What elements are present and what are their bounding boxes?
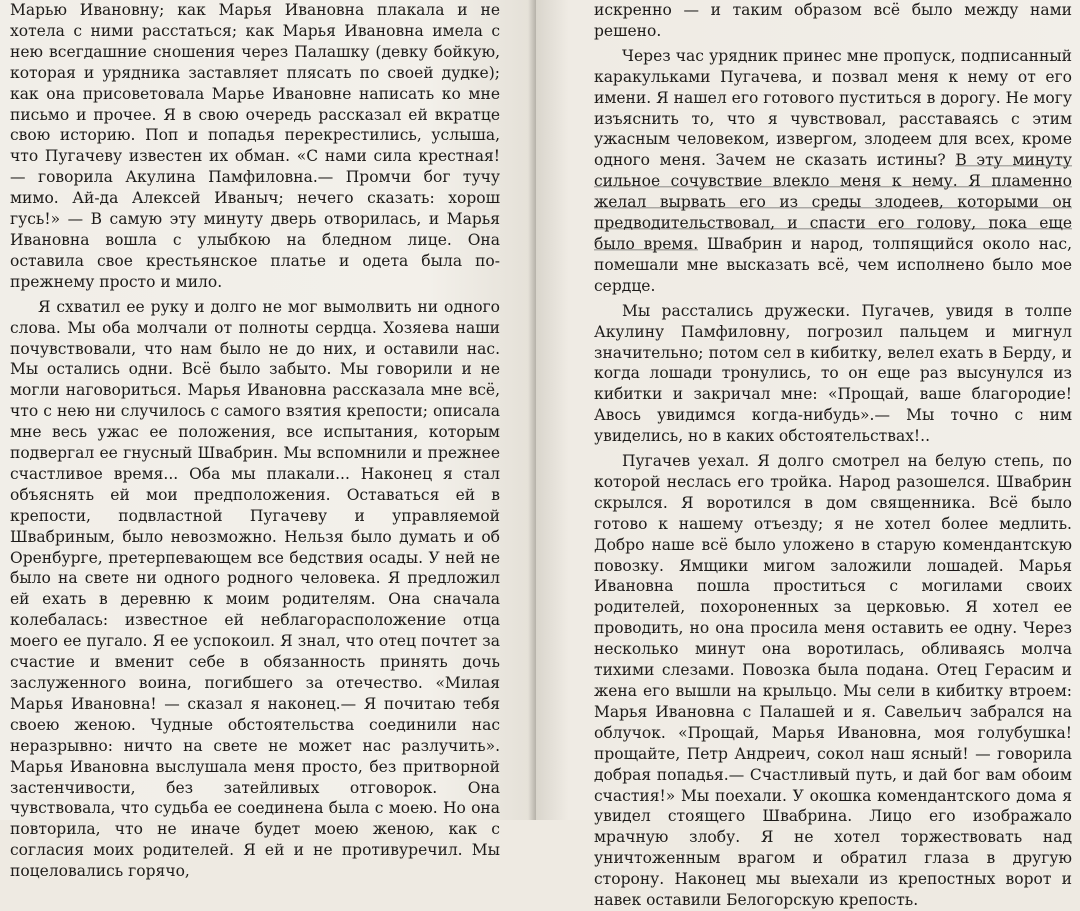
right-paragraph-4: Пугачев уехал. Я долго смотрел на белую степь, по которой неслась его тройка. Народ разошелся. Швабрин скрылся. Я воротился в дом священника. Всё было готово к нашему отъезду; я не хотел более медлить. Добро наше всё было уложено в старую комендантскую повозку. Ямщики мигом заложили лошадей. Марья Ивановна пошла проститься с могилами своих родителей, похороненных за церковью. Я хотел ее проводить, но она просила меня оставить ее одну. Через несколько минут она воротилась, обливаясь молча тихими слезами. Повозка была подана. Отец Герасим и жена его вышли на крыльцо. Мы сели в кибитку втроем: Марья Ивановна с Палашей и я. Савельич забрался на облучок. «Прощай, Марья Ивановна, моя голубушка! прощайте, Петр Андреич, сокол наш ясный! — говорила добрая попадья.— Счастливый путь, и дай бог вам обоим счастия!» Мы поехали. У окошка комендантского дома я увидел стоящего Швабрина. Лицо его изображало мрачную злобу. Я не хотел торжествовать над уничтоженным врагом и обратил глаза в другую сторону. Наконец мы выехали из крепостных ворот и навек оставили Белогорскую крепость. bbox=[594, 452, 1072, 910]
right-paragraph-3: Мы расстались дружески. Пугачев, увидя в толпе Акулину Памфиловну, погрозил пальцем и мигнул значительно; потом сел в кибитку, велел ехать в Берду, и когда лошади тронулись, то он еще раз высунулся из кибитки и закричал мне: «Прощай, ваше благородие! Авось увидимся когда-нибудь».— Мы точно с ним увиделись, но в каких обстоятельствах!.. bbox=[594, 301, 1072, 446]
right-paragraph-2-after: Швабрин и народ, толпящийся около нас, помешали мне высказать всё, чем исполнено было мое сердце. bbox=[594, 234, 1072, 295]
left-page-text bbox=[10, 0, 500, 882]
right-paragraph-1: искренно — и таким образом всё было между нами решено. bbox=[594, 1, 1072, 40]
right-page bbox=[536, 0, 1080, 910]
right-paragraph-2-before: Через час урядник принес мне пропуск, подписанный каракульками Пугачева, и позвал меня к нему от его имени. Я нашел его готового пуститься в дорогу. Не могу изъяснить то, что я чувствовал, расставаясь с этим ужасным человеком, извергом, злодеем для всех, кроме одного меня. Зачем не сказать истины? bbox=[594, 46, 1072, 170]
right-page-text bbox=[594, 0, 1072, 911]
right-paragraph-2 bbox=[594, 46, 1072, 297]
left-paragraph-1: Марью Ивановну; как Марья Ивановна плакала и не хотела с ними расстаться; как Марья Ивановна имела с нею всегдашние сношения через Палашку (девку бойкую, которая и урядника заставляет плясать по своей дудке); как она присоветовала Марье Ивановне написать ко мне письмо и прочее. Я в свою очередь рассказал ей вкратце свою историю. Поп и попадья перекрестились, услыша, что Пугачеву известен их обман. «С нами сила крестная! — говорила Акулина Памфиловна.— Промчи бог тучу мимо. Ай-да Алексей Иваныч; нечего сказать: хорош гусь!» — В самую эту минуту дверь отворилась, и Марья Ивановна вошла с улыбкою на бледном лице. Она оставила свое крестьянское платье и одета была по-прежнему просто и мило. bbox=[10, 1, 500, 291]
left-paragraph-2: Я схватил ее руку и долго не мог вымолвить ни одного слова. Мы оба молчали от полноты сердца. Хозяева наши почувствовали, что нам было не до них, и оставили нас. Мы остались одни. Всё было забыто. Мы говорили и не могли наговориться. Марья Ивановна рассказала мне всё, что с нею ни случилось с самого взятия крепости; описала мне весь ужас ее положения, все испытания, которым подвергал ее гнусный Швабрин. Мы вспомнили и прежнее счастливое время... Оба мы плакали... Наконец я стал объяснять ей мои предположения. Оставаться ей в крепости, подвластной Пугачеву и управляемой Швабриным, было невозможно. Нельзя было думать и об Оренбурге, претерпевающем все бедствия осады. У ней не было на свете ни одного родного человека. Я предложил ей ехать в деревню к моим родителям. Она сначала колебалась: известное ей неблагорасположение отца моего ее пугало. Я ее успокоил. Я знал, что отец почтет за счастие и вменит себе в обязанность принять дочь заслуженного воина, погибшего за отечество. «Милая Марья Ивановна! — сказал я наконец.— Я почитаю тебя своею женою. Чудные обстоятельства соединили нас неразрывно: ничто на свете не может нас разлучить». Марья Ивановна выслушала меня просто, без притворной застенчивости, без затейливых отговорок. Она чувствовала, что судьба ее соединена была с моею. Но она повторила, что не иначе будет моею женою, как с согласия моих родителей. Я ей и не противуречил. Мы поцеловались горячо, bbox=[10, 297, 500, 881]
left-page bbox=[0, 0, 536, 881]
pencil-underlined-passage: В эту минуту сильное сочувствие влекло меня к нему. Я пламенно желал вырвать его из среды злодеев, которыми он предводительствовал, и спасти его голову, пока еще было время. bbox=[594, 151, 1072, 253]
